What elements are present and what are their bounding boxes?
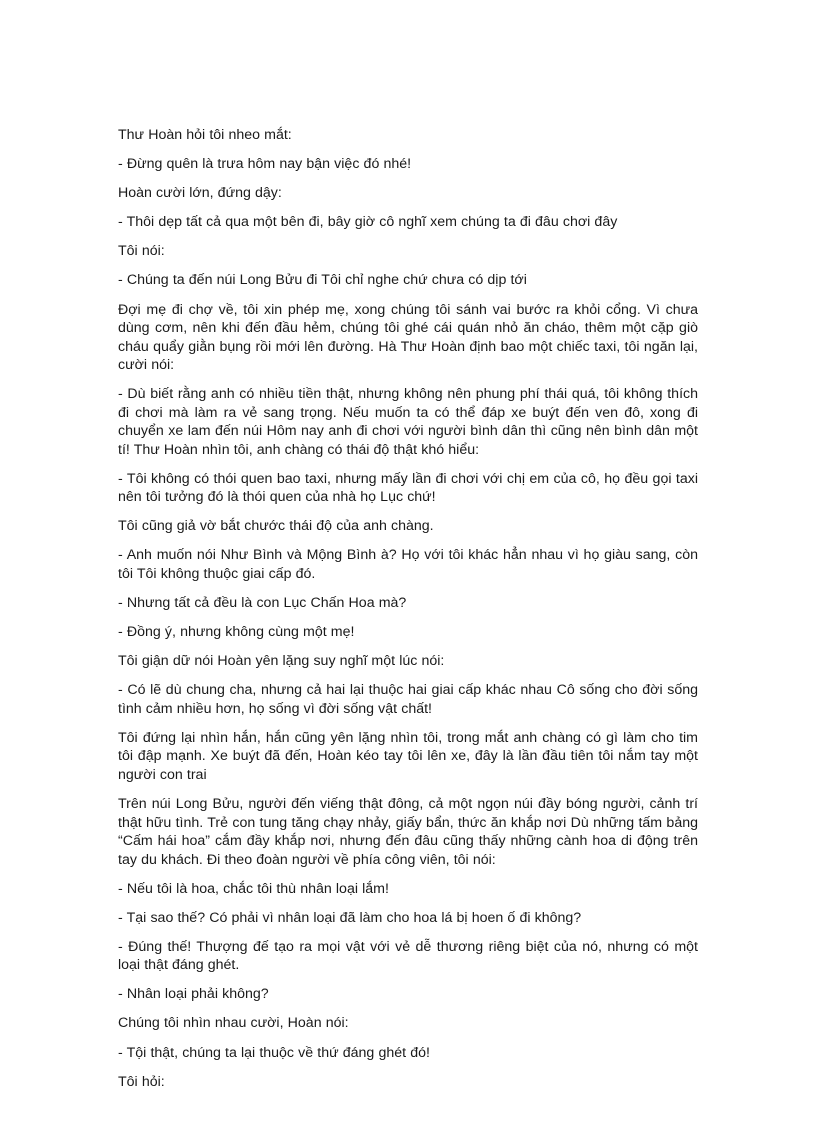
body-text — [118, 126, 698, 1102]
paragraph: Tôi giận dữ nói Hoàn yên lặng suy nghĩ một lúc nói: — [118, 653, 445, 670]
paragraph: Tôi cũng giả vờ bắt chước thái độ của anh chàng. — [118, 518, 434, 535]
paragraph: Tôi đứng lại nhìn hắn, hắn cũng yên lặng nhìn tôi, trong mắt anh chàng có gì làm cho tim tôi đập mạnh. Xe buýt đã đến, Hoàn kéo tay tôi lên xe, đây là lần đầu tiên tôi nắm tay một người con trai — [118, 729, 698, 783]
paragraph: - Thôi dẹp tất cả qua một bên đi, bây giờ cô nghĩ xem chúng ta đi đâu chơi đây — [118, 214, 618, 231]
paragraph: Chúng tôi nhìn nhau cười, Hoàn nói: — [118, 1015, 349, 1032]
paragraph: - Tội thật, chúng ta lại thuộc về thứ đáng ghét đó! — [118, 1044, 430, 1061]
paragraph: - Tại sao thế? Có phải vì nhân loại đã làm cho hoa lá bị hoen ố đi không? — [118, 909, 582, 926]
paragraph: - Có lẽ dù chung cha, nhưng cả hai lại thuộc hai giai cấp khác nhau Cô sống cho đời sống tình cảm nhiều hơn, họ sống vì đời sống vật chất! — [118, 682, 698, 717]
paragraph: - Đúng thế! Thượng đế tạo ra mọi vật với vẻ dễ thương riêng biệt của nó, nhưng có một loại thật đáng ghét. — [118, 938, 698, 974]
paragraph: - Nhưng tất cả đều là con Lục Chấn Hoa mà? — [118, 595, 407, 612]
paragraph: - Đừng quên là trưa hôm nay bận việc đó nhé! — [118, 156, 412, 173]
paragraph: Tôi hỏi: — [118, 1073, 165, 1090]
paragraph: - Chúng ta đến núi Long Bửu đi Tôi chỉ nghe chứ chưa có dịp tới — [118, 272, 527, 289]
paragraph: Thư Hoàn hỏi tôi nheo mắt: — [118, 127, 292, 143]
paragraph: - Tôi không có thói quen bao taxi, nhưng mấy lần đi chơi với chị em của cô, họ đều gọi taxi nên tôi tưởng đó là thói quen của nhà họ Lục chứ! — [118, 470, 698, 506]
paragraph: - Nếu tôi là hoa, chắc tôi thù nhân loại lắm! — [118, 880, 389, 897]
paragraph: Tôi nói: — [118, 243, 165, 260]
paragraph: - Anh muốn nói Như Bình và Mộng Bình à? Họ với tôi khác hẳn nhau vì họ giàu sang, còn tôi Tôi không thuộc giai cấp đó. — [118, 547, 698, 582]
paragraph: Đợi mẹ đi chợ về, tôi xin phép mẹ, xong chúng tôi sánh vai bước ra khỏi cổng. Vì chưa dùng cơm, nên khi đến đầu hẻm, chúng tôi ghé cái quán nhỏ ăn cháo, thêm một cặp giò cháu quẩy giằn bụng rồi mới lên đường. Hà Thư Hoàn định bao một chiếc taxi, tôi ngăn lại, cười nói: — [118, 301, 698, 374]
paragraph: - Đồng ý, nhưng không cùng một mẹ! — [118, 624, 355, 641]
paragraph: Hoàn cười lớn, đứng dậy: — [118, 185, 282, 202]
paragraph: - Dù biết rằng anh có nhiều tiền thật, nhưng không nên phung phí thái quá, tôi không thích đi chơi mà làm ra vẻ sang trọng. Nếu muốn ta có thể đáp xe buýt đến ven đô, xong đi chuyển xe lam đến núi Hôm nay anh đi chơi với người bình dân thì cũng nên bình dân một tí! Thư Hoàn nhìn tôi, anh chàng có thái độ thật khó hiểu: — [118, 386, 698, 458]
paragraph: Trên núi Long Bửu, người đến viếng thật đông, cả một ngọn núi đầy bóng người, cảnh trí thật hữu tình. Trẻ con tung tăng chạy nhảy, giấy bẩn, thức ăn khắp nơi Dù những tấm bảng “Cấm hái hoa” cắm đầy khắp nơi, nhưng đến đâu cũng thấy những cành hoa di động trên tay du khách. Đi theo đoàn người về phía công viên, tôi nói: — [118, 796, 698, 868]
paragraph: - Nhân loại phải không? — [118, 986, 269, 1003]
